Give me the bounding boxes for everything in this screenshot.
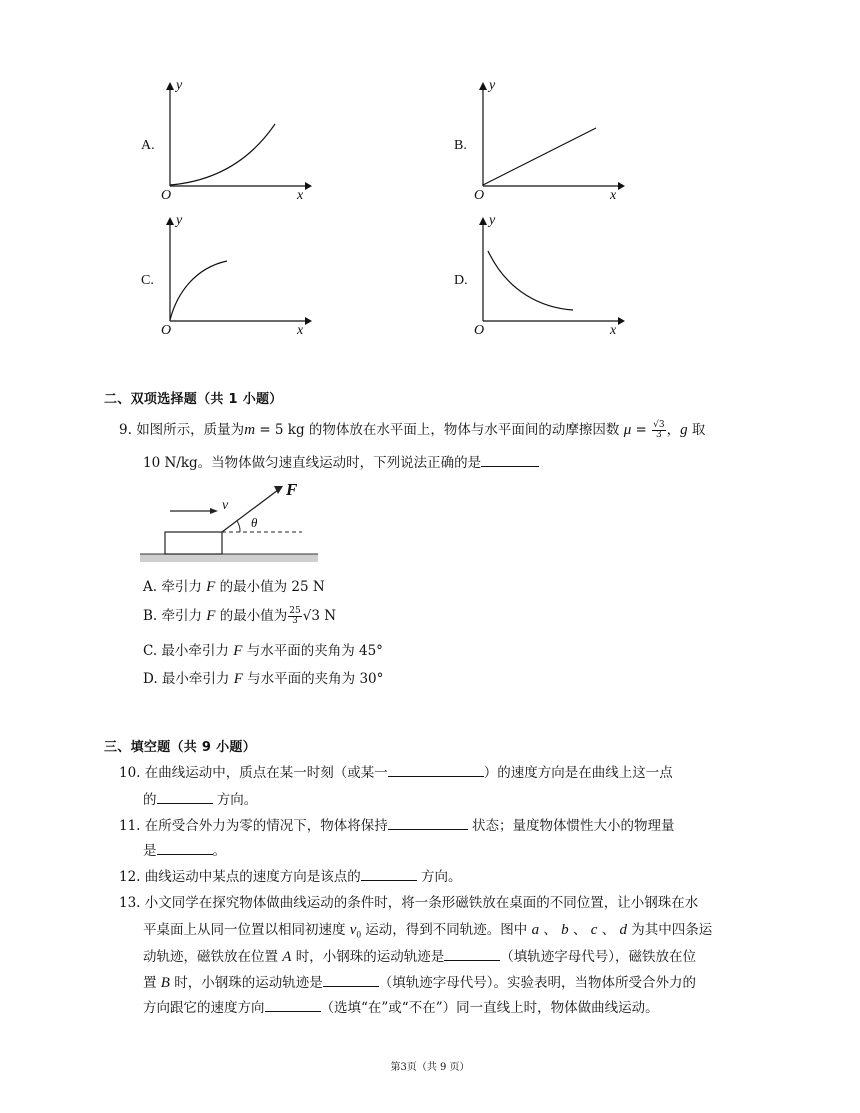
- answer-blank[interactable]: [157, 789, 213, 804]
- graph-svg: [448, 78, 628, 203]
- page-footer: 第3页（共 9 页）: [390, 1062, 470, 1073]
- section-title-fill-in: 三、填空题（共 9 小题）: [104, 740, 256, 755]
- question-13-line-2: 平桌面上从同一位置以相同初速度 $v_0$ 运动，得到不同轨迹。图中 a 、 b 、 c 、 d 为其中四条运: [143, 922, 713, 940]
- answer-blank[interactable]: [323, 972, 379, 987]
- answer-blank[interactable]: [444, 946, 500, 961]
- answer-blank[interactable]: [388, 762, 484, 777]
- graph-a: [135, 78, 315, 203]
- question-12-line-1: 12. 曲线运动中某点的速度方向是该点的 方向。: [119, 866, 462, 887]
- origin-label: O: [474, 323, 485, 338]
- fraction-25-over-3: $\frac{25}{3}$: [289, 606, 301, 626]
- graph-label: B.: [454, 138, 467, 153]
- graph-svg: [135, 78, 315, 203]
- theta-label: θ: [251, 515, 258, 530]
- question-10-line-1: 10. 在曲线运动中，质点在某一时刻（或某一 ）的速度方向是在曲线上这一点: [119, 762, 673, 783]
- option-a[interactable]: A. 牵引力 F 的最小值为 25 N: [143, 579, 325, 595]
- x-axis-label: x: [610, 188, 617, 203]
- question-11-line-1: 11. 在所受合外力为零的情况下，物体将保持 状态；量度物体惯性大小的物理量: [119, 815, 675, 836]
- graph-svg: [135, 213, 315, 338]
- origin-label: O: [161, 323, 172, 338]
- question-13-line-5: 方向跟它的速度方向 （选填“在”或“不在”）同一直线上时，物体做曲线运动。: [143, 997, 659, 1018]
- question-13-line-4: 置 B 时，小钢珠的运动轨迹是 （填轨迹字母代号）。实验表明，当物体所受合外力的: [143, 972, 696, 993]
- option-c[interactable]: C. 最小牵引力 F 与水平面的夹角为 45°: [143, 643, 383, 659]
- question-13-line-1: 13. 小文同学在探究物体做曲线运动的条件时，将一条形磁铁放在桌面的不同位置，让小钢珠在水: [119, 895, 699, 911]
- option-b[interactable]: B. 牵引力 F 的最小值为 $\frac{25}{3}$ √3 N: [143, 606, 337, 626]
- y-axis-label: y: [489, 78, 496, 93]
- graph-svg: [448, 213, 628, 338]
- graph-b: [448, 78, 628, 203]
- y-axis-label: y: [489, 213, 496, 228]
- origin-label: O: [474, 188, 485, 203]
- question-13-line-3: 动轨迹，磁铁放在位置 A 时，小钢珠的运动轨迹是 （填轨迹字母代号），磁铁放在位: [143, 946, 696, 967]
- x-axis-label: x: [610, 323, 617, 338]
- x-axis-label: x: [297, 323, 304, 338]
- graph-c: [135, 213, 315, 338]
- y-axis-label: y: [176, 213, 183, 228]
- section-title-double-choice: 二、双项选择题（共 1 小题）: [104, 392, 283, 407]
- velocity-label: v: [222, 498, 229, 513]
- origin-label: O: [161, 188, 172, 203]
- x-axis-label: x: [297, 188, 304, 203]
- question-9-line-1: 9. 如图所示，质量为m = 5 kg 的物体放在水平面上，物体与水平面间的动摩擦因数 μ = $\frac{√3}{3}$ ，g 取: [119, 420, 706, 440]
- question-9-line-2: 10 N/kg。当物体做匀速直线运动时，下列说法正确的是: [143, 452, 539, 473]
- graph-d: [448, 213, 628, 338]
- force-label: F: [286, 480, 298, 499]
- block-force-figure: [140, 478, 320, 568]
- ground: [140, 554, 318, 562]
- question-10-line-2: 的 方向。: [143, 789, 257, 810]
- answer-blank[interactable]: [388, 815, 468, 830]
- question-number: 9.: [119, 422, 132, 438]
- block: [165, 532, 222, 554]
- graph-label: C.: [141, 273, 154, 288]
- option-d[interactable]: D. 最小牵引力 F 与水平面的夹角为 30°: [143, 671, 384, 687]
- answer-blank[interactable]: [157, 840, 213, 855]
- question-11-line-2: 是 。: [143, 840, 226, 861]
- answer-blank[interactable]: [361, 866, 417, 881]
- graph-label: D.: [454, 273, 468, 288]
- y-axis-label: y: [176, 78, 183, 93]
- sqrt3-over-3-fraction: $\frac{√3}{3}$: [653, 420, 665, 440]
- graph-label: A.: [141, 138, 155, 153]
- answer-blank[interactable]: [265, 997, 321, 1012]
- answer-blank[interactable]: [481, 452, 539, 467]
